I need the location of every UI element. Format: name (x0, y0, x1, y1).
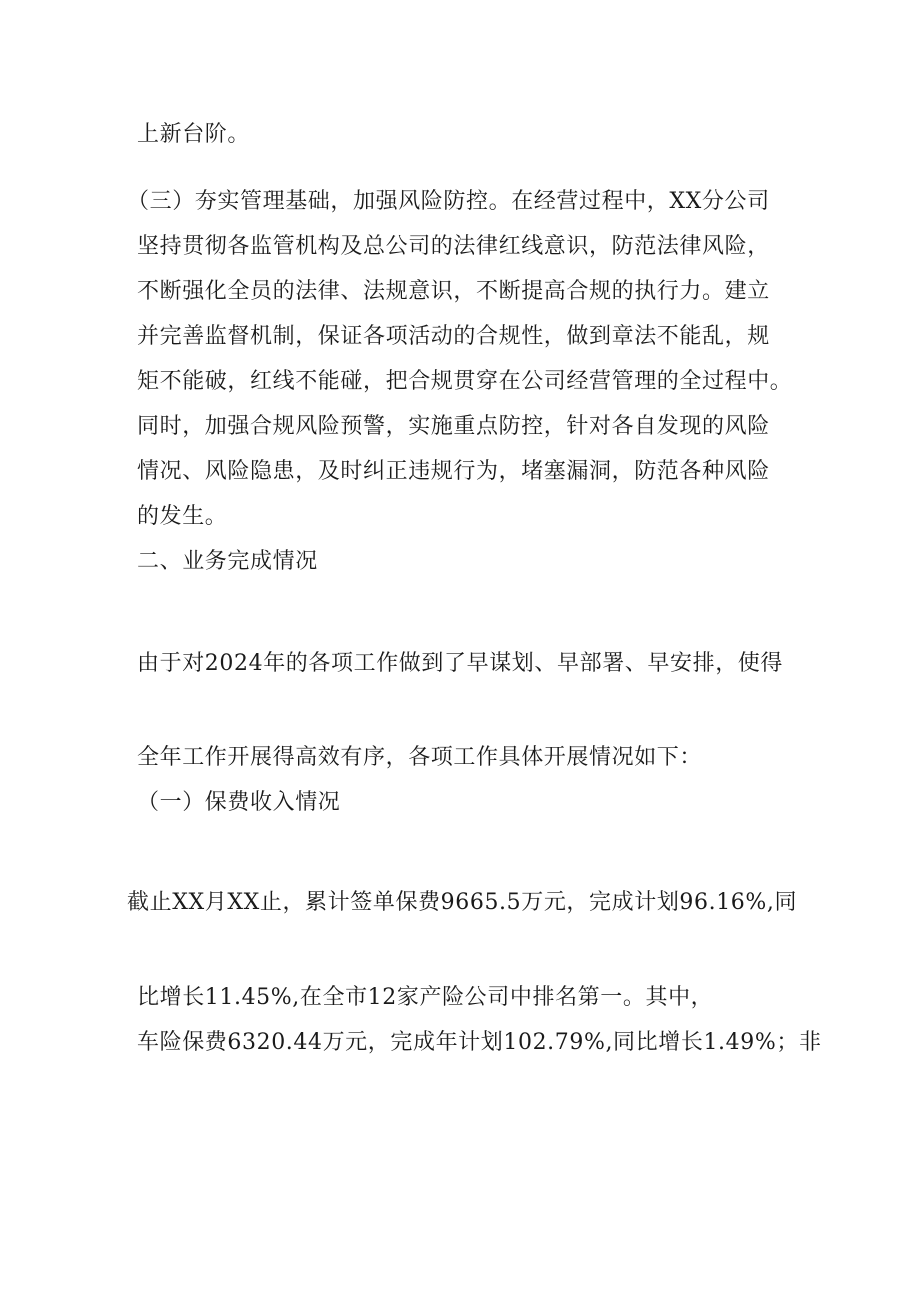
section-heading: 由于对2024年的各项工作做到了早谋划、早部署、早安排，使得 (137, 651, 783, 676)
paragraph-line: 车险保费6320.44万元，完成年计划102.79%,同比增长1.49%；非 (137, 1030, 822, 1055)
paragraph-line: 情况、风险隐患，及时纠正违规行为，堵塞漏洞，防范各种风险 (137, 459, 770, 484)
paragraph-line: 坚持贯彻各监管机构及总公司的法律红线意识，防范法律风险， (137, 234, 770, 259)
paragraph-line: 的发生。 (137, 504, 228, 529)
paragraph-line: 并完善监督机制，保证各项活动的合规性，做到章法不能乱，规 (137, 324, 770, 349)
paragraph-line: 矩不能破，红线不能碰，把合规贯穿在公司经营管理的全过程中。 (137, 369, 793, 394)
paragraph-line: 上新台阶。 (137, 122, 251, 147)
paragraph-line: 比增长11.45%,在全市12家产险公司中排名第一。其中， (137, 985, 714, 1010)
paragraph-line: 不断强化全员的法律、法规意识，不断提高合规的执行力。建立 (137, 279, 770, 304)
section-heading-line: （三）夯实管理基础，加强风险防控。在经营过程中，XX分公司 (127, 189, 770, 214)
paragraph-line: 同时，加强合规风险预警，实施重点防控，针对各自发现的风险 (137, 414, 770, 439)
paragraph-line: （一）保费收入情况 (137, 790, 341, 815)
paragraph-line: 二、业务完成情况 (137, 549, 318, 574)
paragraph-line: 全年工作开展得高效有序，各项工作具体开展情况如下： (137, 745, 703, 770)
subsection-heading: 截止XX月XX止，累计签单保费9665.5万元，完成计划96.16%,同 (127, 890, 798, 915)
